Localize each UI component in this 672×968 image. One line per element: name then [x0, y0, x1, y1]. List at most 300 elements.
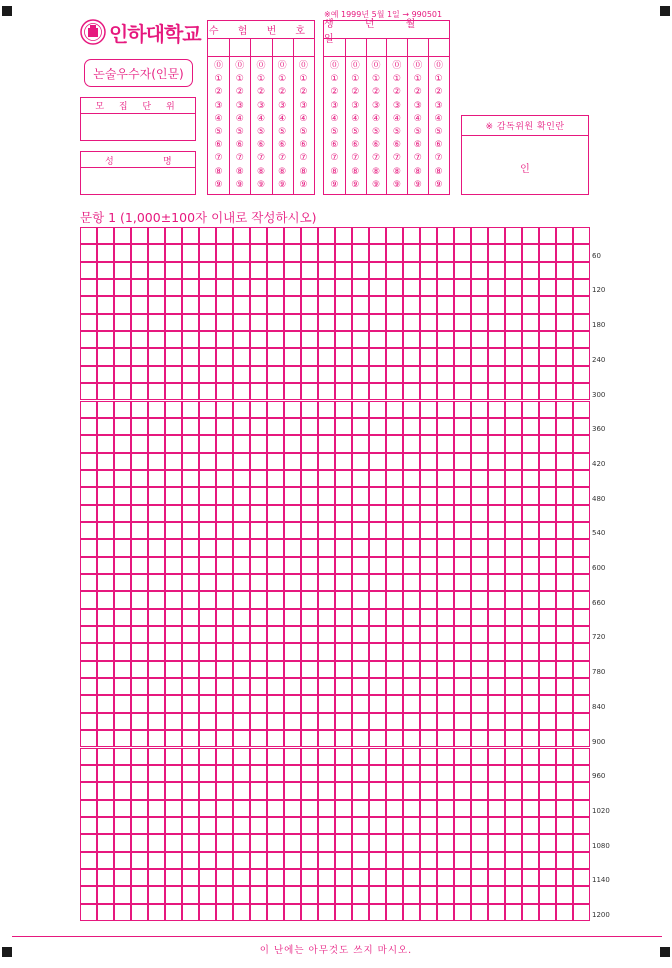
grid-cell[interactable]: [148, 453, 165, 470]
grid-cell[interactable]: [505, 886, 522, 903]
grid-cell[interactable]: [488, 748, 505, 765]
birthdate-bubble-5[interactable]: ⑤: [330, 127, 339, 137]
grid-cell[interactable]: [216, 626, 233, 643]
grid-cell[interactable]: [335, 227, 352, 244]
grid-cell[interactable]: [386, 626, 403, 643]
grid-cell[interactable]: [165, 296, 182, 313]
grid-cell[interactable]: [199, 539, 216, 556]
grid-cell[interactable]: [454, 626, 471, 643]
grid-cell[interactable]: [488, 695, 505, 712]
grid-cell[interactable]: [403, 435, 420, 452]
exam-number-bubble-8[interactable]: ⑧: [214, 166, 223, 177]
grid-cell[interactable]: [114, 591, 131, 608]
grid-cell[interactable]: [335, 505, 352, 522]
grid-cell[interactable]: [114, 296, 131, 313]
grid-cell[interactable]: [573, 366, 590, 383]
grid-cell[interactable]: [80, 314, 97, 331]
grid-cell[interactable]: [233, 834, 250, 851]
grid-cell[interactable]: [556, 869, 573, 886]
grid-cell[interactable]: [182, 574, 199, 591]
exam-number-bubble-7[interactable]: ⑦: [278, 153, 287, 164]
grid-cell[interactable]: [199, 244, 216, 261]
grid-cell[interactable]: [454, 244, 471, 261]
grid-cell[interactable]: [352, 279, 369, 296]
grid-cell[interactable]: [301, 314, 318, 331]
grid-cell[interactable]: [318, 401, 335, 418]
grid-cell[interactable]: [233, 817, 250, 834]
grid-cell[interactable]: [301, 470, 318, 487]
birthdate-bubble-0[interactable]: ⓪: [329, 61, 339, 71]
grid-cell[interactable]: [556, 470, 573, 487]
grid-cell[interactable]: [335, 279, 352, 296]
grid-cell[interactable]: [420, 643, 437, 660]
exam-number-bubble-8[interactable]: ⑧: [299, 166, 308, 177]
exam-number-bubble-9[interactable]: ⑨: [256, 179, 266, 190]
grid-cell[interactable]: [556, 418, 573, 435]
grid-cell[interactable]: [97, 591, 114, 608]
grid-cell[interactable]: [267, 296, 284, 313]
grid-cell[interactable]: [386, 782, 403, 799]
birthdate-bubble-7[interactable]: ⑦: [413, 153, 422, 164]
grid-cell[interactable]: [284, 227, 301, 244]
grid-cell[interactable]: [369, 834, 386, 851]
grid-cell[interactable]: [454, 643, 471, 660]
grid-cell[interactable]: [318, 591, 335, 608]
grid-cell[interactable]: [573, 383, 590, 400]
birthdate-bubble-1[interactable]: ①: [330, 74, 339, 85]
grid-cell[interactable]: [539, 453, 556, 470]
grid-cell[interactable]: [403, 609, 420, 626]
grid-cell[interactable]: [335, 817, 352, 834]
grid-cell[interactable]: [250, 522, 267, 539]
grid-cell[interactable]: [505, 539, 522, 556]
grid-cell[interactable]: [148, 348, 165, 365]
exam-number-bubble-9[interactable]: ⑨: [235, 179, 244, 190]
grid-cell[interactable]: [352, 661, 369, 678]
grid-cell[interactable]: [148, 244, 165, 261]
grid-cell[interactable]: [539, 713, 556, 730]
grid-cell[interactable]: [556, 557, 573, 574]
grid-cell[interactable]: [352, 765, 369, 782]
grid-cell[interactable]: [131, 678, 148, 695]
exam-number-bubble-1[interactable]: ①: [235, 74, 244, 85]
exam-number-bubble-8[interactable]: ⑧: [278, 166, 287, 177]
grid-cell[interactable]: [97, 262, 114, 279]
grid-cell[interactable]: [539, 418, 556, 435]
grid-cell[interactable]: [80, 643, 97, 660]
grid-cell[interactable]: [335, 852, 352, 869]
grid-cell[interactable]: [369, 626, 386, 643]
exam-number-bubble-9[interactable]: ⑨: [278, 179, 287, 190]
grid-cell[interactable]: [539, 331, 556, 348]
grid-cell[interactable]: [488, 591, 505, 608]
grid-cell[interactable]: [505, 730, 522, 747]
grid-cell[interactable]: [250, 713, 267, 730]
grid-cell[interactable]: [131, 487, 148, 504]
grid-cell[interactable]: [352, 262, 369, 279]
grid-cell[interactable]: [114, 401, 131, 418]
exam-number-bubble-4[interactable]: ④: [299, 113, 308, 124]
grid-cell[interactable]: [216, 852, 233, 869]
grid-cell[interactable]: [352, 348, 369, 365]
grid-cell[interactable]: [505, 383, 522, 400]
grid-cell[interactable]: [114, 748, 131, 765]
grid-cell[interactable]: [420, 661, 437, 678]
grid-cell[interactable]: [522, 331, 539, 348]
grid-cell[interactable]: [369, 296, 386, 313]
grid-cell[interactable]: [80, 695, 97, 712]
grid-cell[interactable]: [80, 591, 97, 608]
grid-cell[interactable]: [471, 331, 488, 348]
grid-cell[interactable]: [573, 886, 590, 903]
grid-cell[interactable]: [199, 470, 216, 487]
grid-cell[interactable]: [471, 695, 488, 712]
grid-cell[interactable]: [454, 522, 471, 539]
grid-cell[interactable]: [454, 574, 471, 591]
grid-cell[interactable]: [522, 904, 539, 921]
grid-cell[interactable]: [97, 244, 114, 261]
grid-cell[interactable]: [267, 713, 284, 730]
grid-cell[interactable]: [454, 678, 471, 695]
grid-cell[interactable]: [573, 678, 590, 695]
grid-cell[interactable]: [335, 904, 352, 921]
grid-cell[interactable]: [335, 557, 352, 574]
grid-cell[interactable]: [301, 262, 318, 279]
grid-cell[interactable]: [488, 886, 505, 903]
grid-cell[interactable]: [573, 626, 590, 643]
grid-cell[interactable]: [97, 886, 114, 903]
birthdate-bubble-8[interactable]: ⑧: [434, 166, 443, 177]
grid-cell[interactable]: [471, 765, 488, 782]
grid-cell[interactable]: [369, 730, 386, 747]
grid-cell[interactable]: [454, 279, 471, 296]
birthdate-bubble-4[interactable]: ④: [434, 113, 443, 124]
grid-cell[interactable]: [216, 348, 233, 365]
grid-cell[interactable]: [250, 314, 267, 331]
grid-cell[interactable]: [522, 418, 539, 435]
grid-cell[interactable]: [301, 539, 318, 556]
grid-cell[interactable]: [301, 869, 318, 886]
grid-cell[interactable]: [454, 661, 471, 678]
grid-cell[interactable]: [131, 609, 148, 626]
grid-cell[interactable]: [420, 348, 437, 365]
grid-cell[interactable]: [471, 279, 488, 296]
grid-cell[interactable]: [386, 279, 403, 296]
grid-cell[interactable]: [437, 730, 454, 747]
grid-cell[interactable]: [386, 296, 403, 313]
grid-cell[interactable]: [488, 539, 505, 556]
grid-cell[interactable]: [216, 678, 233, 695]
birthdate-write-box[interactable]: [345, 38, 366, 57]
grid-cell[interactable]: [250, 591, 267, 608]
grid-cell[interactable]: [97, 626, 114, 643]
grid-cell[interactable]: [386, 713, 403, 730]
grid-cell[interactable]: [216, 748, 233, 765]
grid-cell[interactable]: [97, 678, 114, 695]
grid-cell[interactable]: [386, 227, 403, 244]
grid-cell[interactable]: [471, 418, 488, 435]
grid-cell[interactable]: [352, 730, 369, 747]
grid-cell[interactable]: [165, 227, 182, 244]
grid-cell[interactable]: [352, 470, 369, 487]
grid-cell[interactable]: [573, 401, 590, 418]
grid-cell[interactable]: [131, 748, 148, 765]
grid-cell[interactable]: [284, 539, 301, 556]
grid-cell[interactable]: [488, 227, 505, 244]
exam-number-bubble-1[interactable]: ①: [214, 74, 223, 85]
grid-cell[interactable]: [148, 800, 165, 817]
grid-cell[interactable]: [284, 748, 301, 765]
grid-cell[interactable]: [352, 296, 369, 313]
grid-cell[interactable]: [148, 279, 165, 296]
grid-cell[interactable]: [114, 609, 131, 626]
grid-cell[interactable]: [437, 800, 454, 817]
grid-cell[interactable]: [556, 453, 573, 470]
grid-cell[interactable]: [522, 279, 539, 296]
grid-cell[interactable]: [454, 713, 471, 730]
grid-cell[interactable]: [199, 748, 216, 765]
grid-cell[interactable]: [437, 539, 454, 556]
grid-cell[interactable]: [335, 262, 352, 279]
birthdate-bubble-7[interactable]: ⑦: [351, 153, 360, 164]
grid-cell[interactable]: [488, 574, 505, 591]
grid-cell[interactable]: [114, 782, 131, 799]
grid-cell[interactable]: [454, 748, 471, 765]
grid-cell[interactable]: [573, 834, 590, 851]
grid-cell[interactable]: [284, 366, 301, 383]
grid-cell[interactable]: [352, 401, 369, 418]
grid-cell[interactable]: [80, 852, 97, 869]
grid-cell[interactable]: [539, 539, 556, 556]
grid-cell[interactable]: [233, 748, 250, 765]
grid-cell[interactable]: [267, 748, 284, 765]
grid-cell[interactable]: [318, 748, 335, 765]
grid-cell[interactable]: [573, 557, 590, 574]
grid-cell[interactable]: [301, 418, 318, 435]
grid-cell[interactable]: [114, 279, 131, 296]
grid-cell[interactable]: [284, 678, 301, 695]
grid-cell[interactable]: [97, 904, 114, 921]
grid-cell[interactable]: [488, 661, 505, 678]
grid-cell[interactable]: [318, 331, 335, 348]
grid-cell[interactable]: [420, 591, 437, 608]
grid-cell[interactable]: [369, 609, 386, 626]
grid-cell[interactable]: [97, 470, 114, 487]
grid-cell[interactable]: [505, 869, 522, 886]
grid-cell[interactable]: [403, 661, 420, 678]
birthdate-bubble-9[interactable]: ⑨: [392, 179, 401, 190]
grid-cell[interactable]: [97, 418, 114, 435]
grid-cell[interactable]: [539, 366, 556, 383]
grid-cell[interactable]: [284, 765, 301, 782]
grid-cell[interactable]: [522, 366, 539, 383]
grid-cell[interactable]: [80, 453, 97, 470]
grid-cell[interactable]: [505, 418, 522, 435]
grid-cell[interactable]: [369, 244, 386, 261]
grid-cell[interactable]: [369, 765, 386, 782]
grid-cell[interactable]: [233, 435, 250, 452]
grid-cell[interactable]: [386, 748, 403, 765]
grid-cell[interactable]: [182, 348, 199, 365]
grid-cell[interactable]: [301, 834, 318, 851]
grid-cell[interactable]: [420, 678, 437, 695]
grid-cell[interactable]: [97, 331, 114, 348]
grid-cell[interactable]: [301, 748, 318, 765]
grid-cell[interactable]: [420, 730, 437, 747]
exam-number-write-box[interactable]: [208, 38, 229, 57]
grid-cell[interactable]: [522, 609, 539, 626]
grid-cell[interactable]: [301, 487, 318, 504]
grid-cell[interactable]: [267, 470, 284, 487]
grid-cell[interactable]: [454, 383, 471, 400]
grid-cell[interactable]: [471, 713, 488, 730]
grid-cell[interactable]: [488, 348, 505, 365]
grid-cell[interactable]: [386, 765, 403, 782]
grid-cell[interactable]: [165, 765, 182, 782]
grid-cell[interactable]: [267, 401, 284, 418]
grid-cell[interactable]: [301, 609, 318, 626]
grid-cell[interactable]: [522, 748, 539, 765]
grid-cell[interactable]: [471, 296, 488, 313]
grid-cell[interactable]: [131, 505, 148, 522]
grid-cell[interactable]: [148, 331, 165, 348]
grid-cell[interactable]: [539, 574, 556, 591]
grid-cell[interactable]: [318, 713, 335, 730]
grid-cell[interactable]: [233, 695, 250, 712]
birthdate-bubble-1[interactable]: ①: [351, 74, 360, 85]
birthdate-write-box[interactable]: [428, 38, 449, 57]
grid-cell[interactable]: [318, 834, 335, 851]
grid-cell[interactable]: [148, 262, 165, 279]
grid-cell[interactable]: [250, 418, 267, 435]
grid-cell[interactable]: [454, 401, 471, 418]
grid-cell[interactable]: [233, 852, 250, 869]
birthdate-bubble-6[interactable]: ⑥: [434, 140, 443, 151]
grid-cell[interactable]: [352, 695, 369, 712]
grid-cell[interactable]: [182, 765, 199, 782]
grid-cell[interactable]: [250, 505, 267, 522]
birthdate-bubble-8[interactable]: ⑧: [413, 166, 422, 177]
grid-cell[interactable]: [420, 609, 437, 626]
grid-cell[interactable]: [539, 296, 556, 313]
grid-cell[interactable]: [250, 782, 267, 799]
grid-cell[interactable]: [284, 557, 301, 574]
grid-cell[interactable]: [216, 279, 233, 296]
grid-cell[interactable]: [335, 800, 352, 817]
grid-cell[interactable]: [148, 470, 165, 487]
grid-cell[interactable]: [182, 262, 199, 279]
grid-cell[interactable]: [437, 886, 454, 903]
grid-cell[interactable]: [131, 574, 148, 591]
grid-cell[interactable]: [352, 713, 369, 730]
grid-cell[interactable]: [454, 470, 471, 487]
grid-cell[interactable]: [284, 505, 301, 522]
grid-cell[interactable]: [352, 453, 369, 470]
grid-cell[interactable]: [386, 314, 403, 331]
grid-cell[interactable]: [420, 626, 437, 643]
grid-cell[interactable]: [403, 834, 420, 851]
grid-cell[interactable]: [573, 869, 590, 886]
exam-number-bubble-4[interactable]: ④: [256, 113, 266, 124]
grid-cell[interactable]: [335, 296, 352, 313]
grid-cell[interactable]: [471, 262, 488, 279]
grid-cell[interactable]: [80, 748, 97, 765]
grid-cell[interactable]: [437, 487, 454, 504]
grid-cell[interactable]: [437, 713, 454, 730]
grid-cell[interactable]: [216, 886, 233, 903]
grid-cell[interactable]: [420, 539, 437, 556]
grid-cell[interactable]: [199, 626, 216, 643]
grid-cell[interactable]: [335, 314, 352, 331]
exam-number-bubble-3[interactable]: ③: [299, 100, 308, 111]
grid-cell[interactable]: [403, 279, 420, 296]
grid-cell[interactable]: [318, 522, 335, 539]
grid-cell[interactable]: [454, 609, 471, 626]
grid-cell[interactable]: [522, 574, 539, 591]
grid-cell[interactable]: [250, 366, 267, 383]
grid-cell[interactable]: [233, 661, 250, 678]
grid-cell[interactable]: [539, 401, 556, 418]
grid-cell[interactable]: [573, 453, 590, 470]
grid-cell[interactable]: [403, 227, 420, 244]
grid-cell[interactable]: [267, 591, 284, 608]
birthdate-bubble-3[interactable]: ③: [330, 100, 339, 111]
grid-cell[interactable]: [471, 730, 488, 747]
grid-cell[interactable]: [556, 730, 573, 747]
grid-cell[interactable]: [250, 834, 267, 851]
grid-cell[interactable]: [148, 505, 165, 522]
grid-cell[interactable]: [284, 314, 301, 331]
grid-cell[interactable]: [267, 695, 284, 712]
birthdate-bubble-4[interactable]: ④: [372, 113, 381, 124]
grid-cell[interactable]: [369, 487, 386, 504]
grid-cell[interactable]: [182, 869, 199, 886]
grid-cell[interactable]: [420, 713, 437, 730]
birthdate-bubble-5[interactable]: ⑤: [372, 127, 381, 137]
grid-cell[interactable]: [335, 834, 352, 851]
grid-cell[interactable]: [471, 314, 488, 331]
grid-cell[interactable]: [233, 418, 250, 435]
grid-cell[interactable]: [114, 505, 131, 522]
grid-cell[interactable]: [556, 591, 573, 608]
exam-number-bubble-0[interactable]: ⓪: [277, 61, 287, 71]
grid-cell[interactable]: [148, 643, 165, 660]
grid-cell[interactable]: [386, 852, 403, 869]
grid-cell[interactable]: [386, 487, 403, 504]
grid-cell[interactable]: [318, 852, 335, 869]
birthdate-bubble-4[interactable]: ④: [330, 113, 339, 124]
grid-cell[interactable]: [250, 574, 267, 591]
grid-cell[interactable]: [233, 383, 250, 400]
grid-cell[interactable]: [556, 296, 573, 313]
birthdate-bubble-9[interactable]: ⑨: [351, 179, 360, 190]
grid-cell[interactable]: [233, 782, 250, 799]
grid-cell[interactable]: [148, 713, 165, 730]
grid-cell[interactable]: [165, 695, 182, 712]
grid-cell[interactable]: [250, 695, 267, 712]
grid-cell[interactable]: [352, 244, 369, 261]
grid-cell[interactable]: [556, 314, 573, 331]
grid-cell[interactable]: [131, 383, 148, 400]
grid-cell[interactable]: [420, 748, 437, 765]
grid-cell[interactable]: [437, 817, 454, 834]
grid-cell[interactable]: [318, 782, 335, 799]
grid-cell[interactable]: [420, 401, 437, 418]
grid-cell[interactable]: [80, 418, 97, 435]
grid-cell[interactable]: [301, 643, 318, 660]
grid-cell[interactable]: [454, 557, 471, 574]
grid-cell[interactable]: [505, 574, 522, 591]
